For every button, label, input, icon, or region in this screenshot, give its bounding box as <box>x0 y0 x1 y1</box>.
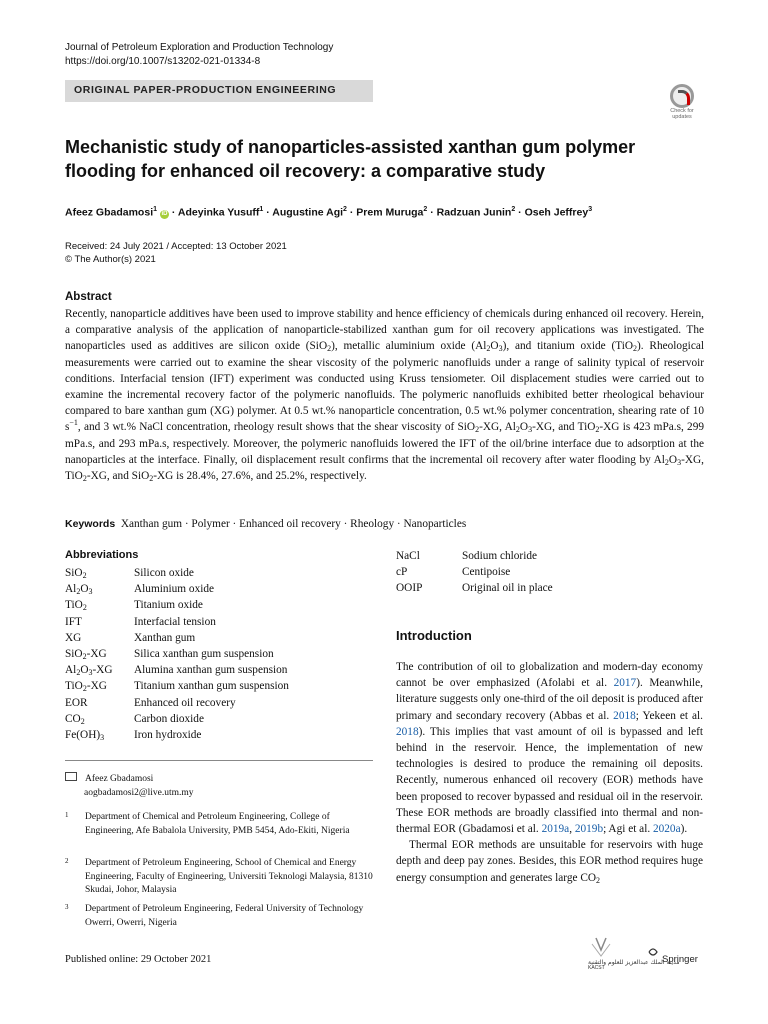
kacst-label: KACST <box>588 965 605 970</box>
abbreviation-definition: Alumina xanthan gum suspension <box>134 664 288 677</box>
author-name[interactable]: Augustine Agi <box>272 206 344 219</box>
introduction-heading: Introduction <box>396 628 472 643</box>
abbreviation-term: $Al_2O_3$ <box>65 583 93 597</box>
author-affiliation: 1 <box>259 206 264 213</box>
author-affiliation: 3 <box>588 206 593 213</box>
citation-link[interactable]: 2018 <box>396 725 419 738</box>
abbreviations-heading: Abbreviations <box>65 549 139 561</box>
abstract-heading: Abstract <box>65 291 112 303</box>
citation-link[interactable]: 2018 <box>613 709 636 722</box>
check-for-updates-badge[interactable] <box>662 84 702 124</box>
crossmark-icon <box>670 84 694 108</box>
abbreviation-term: $Al_2O_3-XG$ <box>65 664 113 678</box>
springer-label: Springer <box>662 954 698 965</box>
abbreviation-row <box>65 695 365 711</box>
abbreviation-row <box>65 646 365 662</box>
kacst-arabic: مدينة الملك عبدالعزيز للعلوم والتقنية <box>588 959 680 966</box>
received-accepted: Received: 24 July 2021 / Accepted: 13 October 2021 <box>65 241 287 252</box>
abbreviation-term: $Fe(OH)_3$ <box>65 728 105 742</box>
author-name[interactable]: Adeyinka Yusuff <box>177 206 260 219</box>
paragraph: The contribution of oil to globalization and modern-day economy cannot be over emphasized (Afolabi et al. 2017). Meanwhile, literature suggests only one-third of the oil deposit is produced after primary and secondary recovery (Abbas et al. 2018; Yekeen et al. 2018). This implies that vast amount of oil is bypassed and left behind in the reservoir. Hence, the implementation of new technologies is desired to produce the remaining oil deposits. Recently, numerous enhanced oil recovery (EOR) methods have been proposed to recover bypassed and residual oil in the reservoir. These EOR methods are broadly classified into thermal and non-thermal EOR (Gbadamosi et al. 2019a, 2019b; Agi et al. 2020a). <box>396 661 703 836</box>
envelope-icon <box>65 772 77 781</box>
abbreviation-term: NaCl <box>396 550 420 562</box>
author-affiliation: 2 <box>343 206 347 213</box>
abbreviation-definition: Titanium xanthan gum suspension <box>134 680 289 693</box>
check-label-1: Check for <box>670 108 694 114</box>
abbreviation-term: IFT <box>65 615 82 628</box>
abbreviation-row <box>65 662 365 678</box>
affiliation: 1 Department of Chemical and Petroleum Engineering, College of Engineering, Afe Babalola University, PMB 5454, Ado-Ekiti, Nigeria <box>65 811 350 836</box>
abbreviation-term: EOR <box>65 696 88 709</box>
orcid-icon[interactable]: iD <box>161 210 168 217</box>
check-label-2: updates <box>672 114 692 120</box>
citation-link[interactable]: 2019a <box>541 823 570 836</box>
abbreviation-term: SiO$_2$-XG <box>65 647 107 661</box>
abbreviation-row <box>65 597 365 613</box>
abbreviation-definition: Titanium oxide <box>134 599 203 612</box>
abbreviations-list-right <box>396 548 696 597</box>
published-date: Published online: 29 October 2021 <box>65 954 212 965</box>
abbreviation-row <box>396 564 696 580</box>
correspondence <box>65 772 365 800</box>
introduction-body <box>396 659 703 886</box>
abbreviation-row <box>396 548 696 564</box>
abbreviation-term: TiO$_2$ <box>65 599 87 613</box>
abbreviation-definition: Iron hydroxide <box>134 728 202 741</box>
journal-name: Journal of Petroleum Exploration and Production Technology <box>65 42 334 53</box>
abbreviation-term: cP <box>396 566 408 579</box>
abbreviation-term: $CO_2$ <box>65 712 85 726</box>
abbreviation-row <box>65 711 365 727</box>
abbreviation-definition: Original oil in place <box>462 582 553 595</box>
abbreviation-definition: Silica xanthan gum suspension <box>134 647 274 660</box>
paper-title: Mechanistic study of nanoparticles-assisted xanthan gum polymer flooding for enhanced oil recovery: a comparative study <box>65 137 636 181</box>
abbreviation-row <box>65 727 365 743</box>
corresponding-email[interactable]: aogbadamosi2@live.utm.my <box>84 787 194 798</box>
abbreviation-row <box>396 580 696 596</box>
author-affiliation: 2 <box>423 206 428 213</box>
abbreviation-row <box>65 678 365 694</box>
abbreviation-row <box>65 630 365 646</box>
abbreviation-term: OOIP <box>396 582 423 595</box>
springer-horse-icon <box>649 949 657 955</box>
article-dates <box>65 240 287 266</box>
affiliation: 2 Department of Petroleum Engineering, School of Chemical and Energy Engineering, Faculty of Engineering, Universiti Teknologi Malaysia, 81310 Skudai, Johor, Malaysia <box>65 857 373 895</box>
corresponding-author: Afeez Gbadamosi <box>85 774 154 784</box>
abbreviation-definition: Enhanced oil recovery <box>134 696 236 709</box>
abbreviations-list-left <box>65 565 365 743</box>
journal-header <box>65 41 333 69</box>
abbreviation-term: SiO$_2$ <box>65 567 87 580</box>
abbreviation-row <box>65 614 365 630</box>
abbreviation-definition: Sodium chloride <box>462 550 537 562</box>
abbreviation-row <box>65 565 365 581</box>
abbreviation-definition: Xanthan gum <box>134 631 196 644</box>
author-affiliation: 2 <box>511 206 516 213</box>
doi-link[interactable]: https://doi.org/10.1007/s13202-021-01334-8 <box>65 56 261 67</box>
author-list: Afeez Gbadamosi$^1$ iD · Adeyinka Yusuff$^1$ · Augustine Agi$^2$ · Prem Muruga$^2$ · Radzuan Junin$^2$ · Oseh Jeffrey$^3$ <box>65 206 593 219</box>
keywords <box>65 517 705 531</box>
citation-link[interactable]: 2017 <box>613 677 637 690</box>
author-name[interactable]: Prem Muruga <box>356 206 424 219</box>
publisher-logos <box>582 936 707 970</box>
abstract-body: Recently, nanoparticle additives have been used to improve stability and hence efficiency of chemicals during enhanced oil recovery. Herein, a comparative analysis of the application of nanoparticle-stabilized xanthan gum for oil recovery applications was investigated. The nanoparticles used as additives are silicon oxide (SiO$_2$), metallic aluminium oxide $(Al_2O_3)$, and titanium oxide (TiO$_2$). Rheological measurements were carried out to examine the shear viscosity of the polymeric nanofluids under a range of salinity typical of reservoir conditions. Interfacial tension (IFT) experiment was conducted using Kruss tensiometer. Oil displacement studies were carried out to examine the incremental recovery factor of the polymeric nanofluids. The polymeric nanofluids exhibited better rheological behaviour compared to bare xanthan gum (XG) polymer. At 0.5 wt.% nanoparticle concentration, 0.5 wt.% polymer concentration, shearing rate of 10 $s^{-1}$, and 3 wt.% NaCl concentration, rheology result shows that the shear viscosity of SiO$_2$-XG, $Al_2O_3-XG$, and TiO$_2$-XG is 423 mPa.s, 299 mPa.s, and 293 mPa.s, respectively. Moreover, the polymeric nanofluids lowered the IFT of the oil/brine interface due to adsorption at the nanoparticles at the interface. Finally, oil displacement result confirms that the incremental oil recovery after water flooding by $Al_2O_3-XG$, TiO$_2$-XG, and SiO$_2$-XG is 28.4%, 27.6%, and 25.2%, respectively. <box>65 308 704 484</box>
abbreviation-definition: Carbon dioxide <box>134 712 204 725</box>
keywords-label: Keywords <box>65 518 116 530</box>
author-affiliation: 1 <box>153 206 158 213</box>
affiliation: 3 Department of Petroleum Engineering, Federal University of Technology Owerri, Owerri, Nigeria <box>65 903 364 928</box>
author-name[interactable]: Radzuan Junin <box>436 206 512 219</box>
abbreviation-definition: Centipoise <box>462 566 511 579</box>
author-name[interactable]: Oseh Jeffrey <box>524 206 589 219</box>
copyright: © The Author(s) 2021 <box>65 254 156 265</box>
author-name[interactable]: Afeez Gbadamosi <box>65 206 154 219</box>
abbreviation-row <box>65 581 365 597</box>
abbreviation-term: XG <box>65 631 82 644</box>
abbreviation-term: TiO$_2$-XG <box>65 680 107 694</box>
citation-link[interactable]: 2019b <box>574 823 604 836</box>
article-type-banner <box>65 80 373 102</box>
paragraph: Thermal EOR methods are unsuitable for reservoirs with huge depth and deep pay zones. Besides, this EOR method requires huge energy consumption and generates large $CO_2$ <box>396 839 703 885</box>
abbreviation-definition: Interfacial tension <box>134 615 216 628</box>
article-type-label: ORIGINAL PAPER-PRODUCTION ENGINEERING <box>74 84 337 96</box>
citation-link[interactable]: 2020a <box>652 823 681 836</box>
abbreviation-definition: Silicon oxide <box>134 567 194 579</box>
footnote-divider <box>65 760 373 761</box>
abbreviation-definition: Aluminium oxide <box>134 583 215 596</box>
keywords-text: Xanthan gum · Polymer · Enhanced oil recovery · Rheology · Nanoparticles <box>120 518 467 530</box>
